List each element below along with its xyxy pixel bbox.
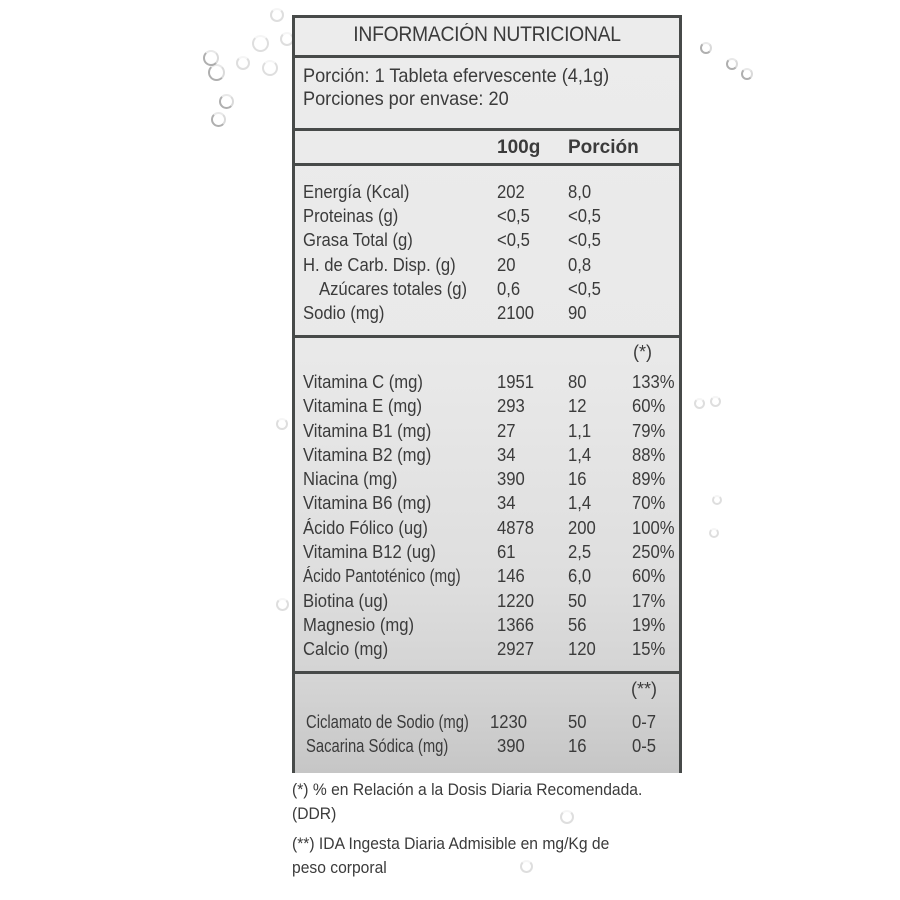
value-ddr-percent: 133% [632,371,675,392]
ida-footnote-mark: (**) [631,679,657,699]
footnote-ida-line1: (**) IDA Ingesta Diaria Admisible en mg/Kg de [292,834,610,853]
value-per-100g: 202 [497,181,525,202]
table-row [295,181,679,205]
value-ddr-percent: 250% [632,541,675,562]
nutrient-name: Biotina (ug) [303,590,389,611]
table-row [295,735,679,759]
table-row [295,395,679,419]
value-per-100g: 20 [497,254,516,275]
table-row [295,590,679,614]
nutrient-name: Sodio (mg) [303,302,385,323]
value-per-100g: 34 [497,492,516,513]
nutrient-name: Vitamina B1 (mg) [303,420,432,441]
value-per-100g: 1951 [497,371,535,392]
nutrient-name: Energía (Kcal) [303,181,410,202]
value-ddr-percent: 100% [632,517,675,538]
nutrient-name: Ácido Pantoténico (mg) [303,565,461,586]
value-per-100g: 146 [497,565,525,586]
table-row [295,638,679,662]
value-per-portion: 1,4 [568,444,592,465]
value-ddr-percent: 15% [632,638,666,659]
value-ddr-percent: 60% [632,565,666,586]
value-per-portion: 80 [568,371,587,392]
value-per-portion: 200 [568,517,596,538]
value-per-100g: 27 [497,420,516,441]
nutrient-name: Vitamina B12 (ug) [303,541,436,562]
table-row [295,302,679,326]
value-ida: 0-5 [632,735,657,756]
portion-section [295,55,679,128]
vitamins-section [295,335,679,671]
column-header-100g: 100g [497,137,541,158]
value-per-100g: 2927 [497,638,535,659]
table-row [295,711,679,735]
table-row [295,492,679,516]
value-per-100g: 2100 [497,302,535,323]
value-per-100g: 1220 [497,590,535,611]
label-title: INFORMACIÓN NUTRICIONAL [353,23,621,46]
label-title-section [295,18,679,55]
value-per-100g: 4878 [497,517,535,538]
value-per-portion: 1,4 [568,492,592,513]
nutrient-name: Azúcares totales (g) [319,278,468,299]
nutrient-name: Vitamina E (mg) [303,395,423,416]
value-per-portion: 1,1 [568,420,592,441]
table-row [295,420,679,444]
footnote-ddr-line2: (DDR) [292,804,337,823]
table-row [295,565,679,589]
value-per-portion: <0,5 [568,205,601,226]
value-ddr-percent: 17% [632,590,666,611]
value-per-100g: 390 [497,468,525,489]
value-per-100g: <0,5 [497,205,530,226]
table-row [295,468,679,492]
nutrient-name: Niacina (mg) [303,468,398,489]
value-ida: 0-7 [632,711,657,732]
column-header-portion: Porción [568,137,639,158]
value-per-portion: 56 [568,614,587,635]
table-row [295,371,679,395]
nutrient-name: Vitamina C (mg) [303,371,423,392]
value-per-portion: <0,5 [568,278,601,299]
value-per-portion: 0,8 [568,254,592,275]
table-row [295,614,679,638]
value-per-portion: <0,5 [568,229,601,250]
value-per-100g: 1366 [497,614,535,635]
nutrition-facts-label [292,15,682,773]
value-per-portion: 120 [568,638,596,659]
value-per-portion: 6,0 [568,565,592,586]
table-row [295,229,679,253]
servings-per-container: Porciones por envase: 20 [303,88,509,110]
nutrient-name: Vitamina B6 (mg) [303,492,432,513]
table-row [295,517,679,541]
value-ddr-percent: 19% [632,614,666,635]
value-per-portion: 8,0 [568,181,592,202]
value-per-100g: 293 [497,395,525,416]
value-per-portion: 2,5 [568,541,592,562]
value-per-100g: 61 [497,541,516,562]
table-row [295,541,679,565]
value-per-100g: <0,5 [497,229,530,250]
macronutrients-section [295,163,679,335]
ddr-footnote-mark: (*) [633,342,652,362]
table-row [295,254,679,278]
value-per-portion: 16 [568,468,587,489]
value-per-portion: 16 [568,735,587,756]
value-per-portion: 50 [568,590,587,611]
table-row [295,444,679,468]
value-per-100g: 390 [497,735,525,756]
value-ddr-percent: 79% [632,420,666,441]
value-ddr-percent: 70% [632,492,666,513]
footnote-ddr-line1: (*) % en Relación a la Dosis Diaria Recomendada. [292,780,643,799]
column-header-section [295,128,679,163]
nutrient-name: Grasa Total (g) [303,229,413,250]
table-row [295,205,679,229]
sweeteners-section [295,671,679,773]
sweetener-name: Ciclamato de Sodio (mg) [306,711,469,732]
nutrient-name: Vitamina B2 (mg) [303,444,432,465]
footnote-ida-line2: peso corporal [292,858,387,877]
portion-size: Porción: 1 Tableta efervescente (4,1g) [303,65,610,87]
value-ddr-percent: 88% [632,444,666,465]
sweetener-name: Sacarina Sódica (mg) [306,735,449,756]
value-ddr-percent: 89% [632,468,666,489]
table-row [295,278,679,302]
nutrient-name: Magnesio (mg) [303,614,415,635]
value-per-100g: 1230 [490,711,528,732]
value-per-portion: 12 [568,395,587,416]
nutrient-name: Proteinas (g) [303,205,399,226]
value-per-portion: 90 [568,302,587,323]
value-per-100g: 0,6 [497,278,521,299]
nutrient-name: Calcio (mg) [303,638,389,659]
value-ddr-percent: 60% [632,395,666,416]
nutrient-name: Ácido Fólico (ug) [303,517,428,538]
value-per-portion: 50 [568,711,587,732]
nutrient-name: H. de Carb. Disp. (g) [303,254,456,275]
value-per-100g: 34 [497,444,516,465]
